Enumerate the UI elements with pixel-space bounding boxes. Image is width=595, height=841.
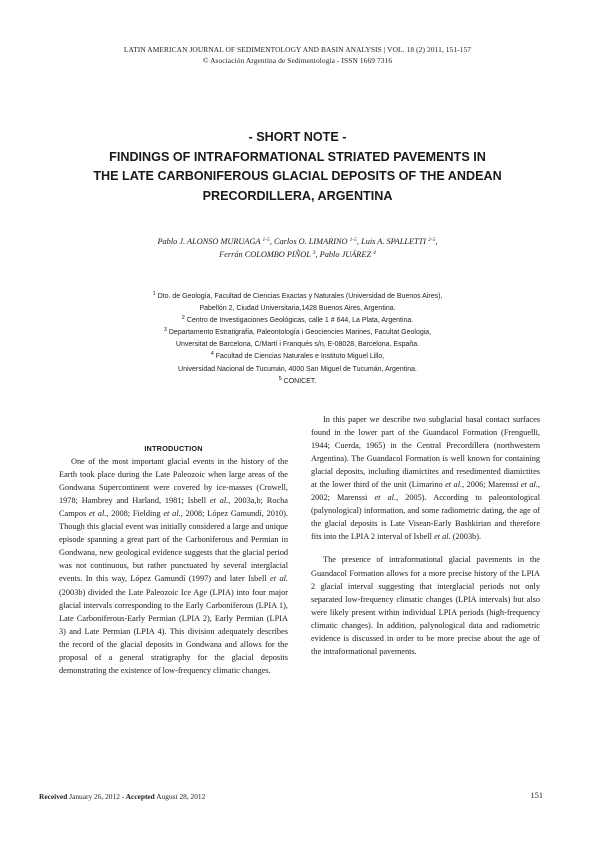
author-name: Pablo JUÁREZ bbox=[319, 250, 372, 259]
author-affiliation-ref: 3 bbox=[312, 250, 316, 256]
short-note-label: - SHORT NOTE - bbox=[248, 130, 347, 144]
affiliation-text: Universidad Nacional de Tucumán, 4000 San Miguel de Tucumán, Argentina. bbox=[178, 365, 417, 373]
author-name: Luis A. SPALLETTI bbox=[361, 237, 427, 246]
body-paragraph: In this paper we describe two subglacial basal contact surfaces found in the lower part of the Guandacol Formation (Frenguelli, 1944; Cuerda, 1965) in the Central Precordillera (northwestern Argentina). The Guandacol Formation is well known for containing glacial deposits, including diamictites and resedimented diamictites at the lower third of the unit (Limarino et al., 2006; Marenssi et al., 2002; Marenssi et al., 2005). According to paleontological (palynological) information, and some radiometric dating, the age of the glacial deposits is Late Visean-Early Bashkirian and therefore fits into the LPIA 2 interval of Isbell et al. (2003b). bbox=[311, 415, 541, 542]
article-title bbox=[40, 128, 555, 206]
affiliation-text: Unversitat de Barcelona, C/Martí i Franqués s/n, E-08028, Barcelona, España. bbox=[175, 341, 420, 349]
affiliation-number: 3 bbox=[163, 327, 167, 334]
page-number: 151 bbox=[530, 791, 543, 800]
author-affiliation-ref: 1-5 bbox=[349, 237, 357, 243]
journal-citation: LATIN AMERICAN JOURNAL OF SEDIMENTOLOGY AND BASIN ANALYSIS | VOL. 18 (2) 2011, 151-157 bbox=[123, 45, 472, 54]
affiliation-text: CONICET. bbox=[283, 377, 317, 385]
affiliation-text: Pabellón 2, Ciudad Universitaria,1428 Buenos Aires, Argentina. bbox=[199, 305, 396, 313]
affiliation-text: Departamento Estratigrafía, Paleontología i Geociencies Marines, Facultat Geologia, bbox=[168, 329, 432, 337]
received-label: Received bbox=[39, 792, 68, 801]
author-name: Carlos O. LIMARINO bbox=[273, 237, 348, 246]
title-line: FINDINGS OF INTRAFORMATIONAL STRIATED PAVEMENTS IN bbox=[109, 149, 486, 164]
received-accepted-dates bbox=[39, 792, 205, 801]
accepted-label: - Accepted bbox=[121, 792, 155, 801]
author-affiliation-ref: 2-5 bbox=[428, 237, 436, 243]
received-date: January 26, 2012 bbox=[69, 792, 120, 801]
journal-copyright: © Asociación Argentina de Sedimentología - ISSN 1669 7316 bbox=[202, 56, 393, 65]
left-column bbox=[59, 442, 288, 677]
journal-header bbox=[0, 44, 595, 66]
author-name: Ferrán COLOMBO PIÑOL bbox=[219, 250, 311, 259]
affiliations bbox=[90, 291, 505, 388]
author-list: Pablo J. ALONSO MURUAGA $^{1-5}$, Carlos O. LIMARINO $^{1-5}$, Luis A. SPALLETTI $^{2-5}$, Ferrán COLOMBO PIÑOL $^3$, Pablo JUÁREZ $^4$ bbox=[157, 237, 438, 259]
affiliation-number: 4 bbox=[210, 351, 214, 358]
affiliation-text: Centro de Investigaciones Geológicas, calle 1 # 644, La Plata, Argentina. bbox=[186, 317, 414, 325]
body-paragraph: One of the most important glacial events in the history of the Earth took place during the Late Paleozoic when large areas of the Gondwana Supercontinent were covered by ice-masses (Crowell, 1978; Hambrey and Harland, 1981; Isbell et al., 2003a,b; Rocha Campos et al., 2008; Fielding et al., 2008; López Gamundí, 2010). Though this glacial event was initially considered a large and unique episode spanning a great part of the Carboniferous and Permian in Gondwana, new geological evidence suggests that the glacial period was not continuous, but rather punctuated by several interglacial events. In this way, López Gamundí (1997) and later Isbell et al. (2003b) divided the Late Paleozoic Ice Age (LPIA) into four major glacial intervals corresponding to the Early Carboniferous (LPIA 1), Late Carboniferous-Early Permian (LPIA 2), Early Permian (LPIA 3) and Late Permian (LPIA 4). This division adequately describes the record of the glacial deposits in Gondwana and allows for the proposal of a general stratigraphy for the glacial deposits demonstrating the existence of low-frequency climatic changes. bbox=[59, 457, 288, 675]
affiliation-text: Facultad de Ciencias Naturales e Instituto Miguel Lillo, bbox=[215, 353, 385, 361]
affiliation-number: 2 bbox=[181, 315, 185, 322]
right-column bbox=[311, 413, 540, 658]
title-line: PRECORDILLERA, ARGENTINA bbox=[202, 188, 393, 203]
affiliation-number: 5 bbox=[278, 375, 282, 382]
author-affiliation-ref: 1-5 bbox=[262, 237, 270, 243]
affiliation-text: Dto. de Geología, Facultad de Ciencias Exactas y Naturales (Universidad de Buenos Aires), bbox=[157, 293, 443, 300]
accepted-date: August 28, 2012 bbox=[156, 792, 206, 801]
affiliation-number: 1 bbox=[152, 291, 156, 297]
body-paragraph: The presence of intraformational glacial pavements in the Guandacol Formation allows for a more precise history of the LPIA 2 glacial interval suggesting that interglacial periods not only separated low-frequency climatic changes (LPIA intervals) but also were likely present within individual LPIA periods (high-frequency climatic changes). In addition, palynological data and radiometric evidence is discussed in order to be more precise about the age of the intraformational pavements. bbox=[311, 555, 540, 656]
title-line: THE LATE CARBONIFEROUS GLACIAL DEPOSITS OF THE ANDEAN bbox=[93, 169, 502, 183]
author-name: Pablo J. ALONSO MURUAGA bbox=[157, 237, 261, 246]
author-affiliation-ref: 4 bbox=[373, 250, 376, 256]
section-heading-introduction: INTRODUCTION bbox=[144, 444, 203, 453]
